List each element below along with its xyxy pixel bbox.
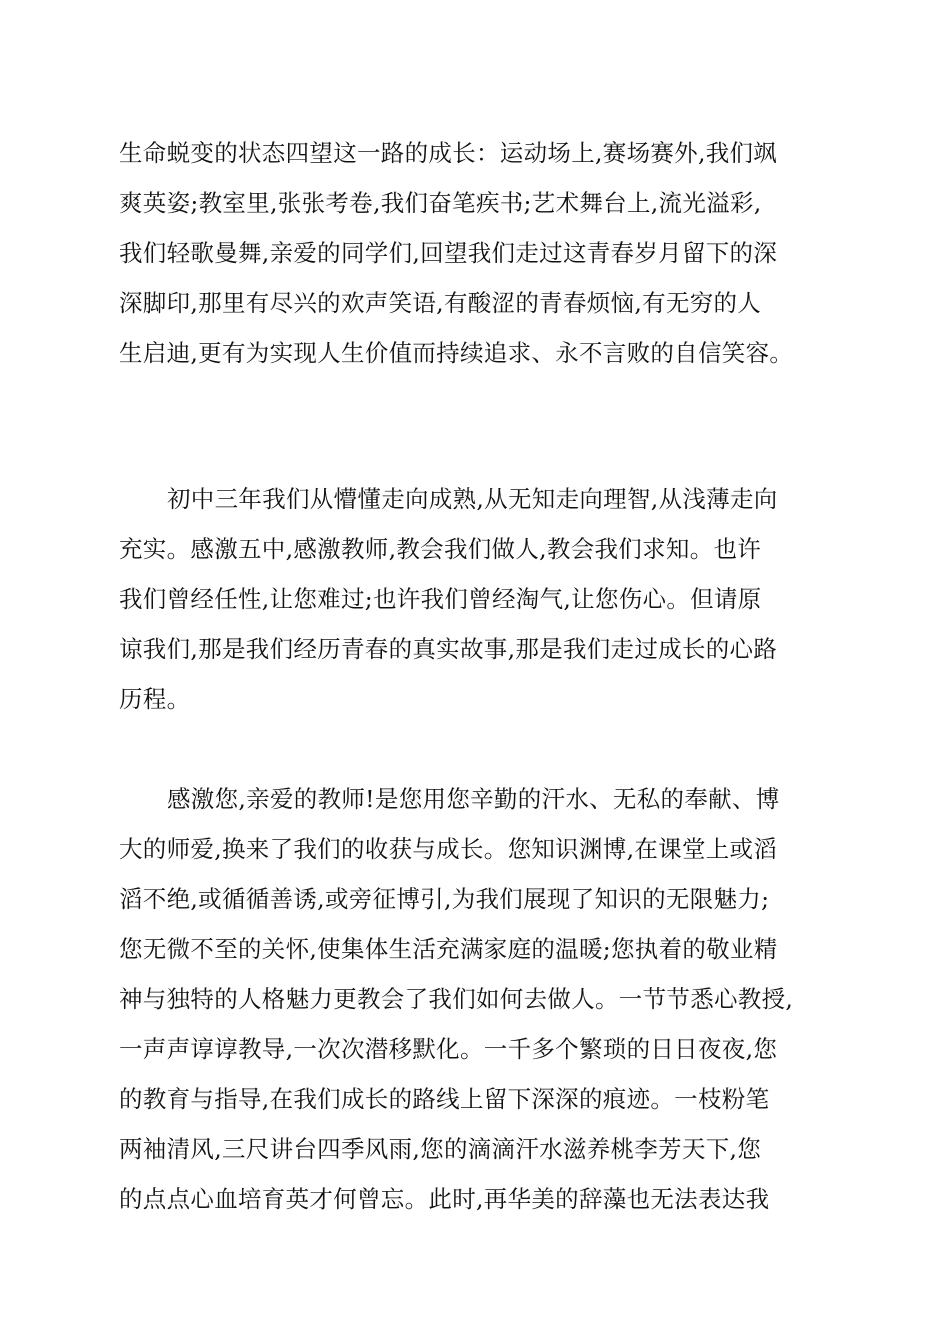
text-line: 我们曾经任性,让您难过;也许我们曾经淘气,让您伤心。但请原 bbox=[119, 585, 762, 613]
text-line: 的点点心血培育英才何曾忘。此时,再华美的辞藻也无法表达我 bbox=[119, 1185, 770, 1213]
paragraph-2 bbox=[119, 474, 839, 724]
text-line: 两袖清风,三尺讲台四季风雨,您的滴滴汗水滋养桃李芳天下,您 bbox=[119, 1135, 762, 1163]
text-line: 爽英姿;教室里,张张考卷,我们奋笔疾书;艺术舞台上,流光溢彩, bbox=[119, 189, 762, 217]
text-line: 初中三年我们从懵懂走向成熟,从无知走向理智,从浅薄走向 bbox=[167, 485, 778, 513]
text-line: 我们轻歌曼舞,亲爱的同学们,回望我们走过这青春岁月留下的深 bbox=[119, 239, 778, 267]
text-line: 充实。感激五中,感激教师,教会我们做人,教会我们求知。也许 bbox=[119, 535, 762, 563]
text-line: 滔不绝,或循循善诱,或旁征博引,为我们展现了知识的无限魅力; bbox=[119, 885, 770, 913]
text-line: 历程。 bbox=[119, 685, 191, 713]
paragraph-3 bbox=[119, 774, 839, 1224]
text-line: 大的师爱,换来了我们的收获与成长。您知识渊博,在课堂上或滔 bbox=[119, 835, 778, 863]
text-line: 生命蜕变的状态四望这一路的成长：运动场上,赛场赛外,我们飒 bbox=[119, 139, 778, 167]
text-line: 一声声谆谆教导,一次次潜移默化。一千多个繁琐的日日夜夜,您 bbox=[119, 1035, 778, 1063]
text-line: 您无微不至的关怀,使集体生活充满家庭的温暖;您执着的敬业精 bbox=[119, 935, 778, 963]
paragraph-1 bbox=[119, 128, 839, 378]
text-line: 的教育与指导,在我们成长的路线上留下深深的痕迹。一枝粉笔 bbox=[119, 1085, 770, 1113]
text-line: 深脚印,那里有尽兴的欢声笑语,有酸涩的青春烦恼,有无穷的人 bbox=[119, 289, 762, 317]
text-line: 神与独特的人格魅力更教会了我们如何去做人。一节节悉心教授, bbox=[119, 985, 794, 1013]
text-line: 感激您,亲爱的教师!是您用您辛勤的汗水、无私的奉献、博 bbox=[167, 785, 780, 813]
text-line: 谅我们,那是我们经历青春的真实故事,那是我们走过成长的心路 bbox=[119, 635, 778, 663]
text-line: 生启迪,更有为实现人生价值而持续追求、永不言败的自信笑容。 bbox=[119, 339, 794, 367]
